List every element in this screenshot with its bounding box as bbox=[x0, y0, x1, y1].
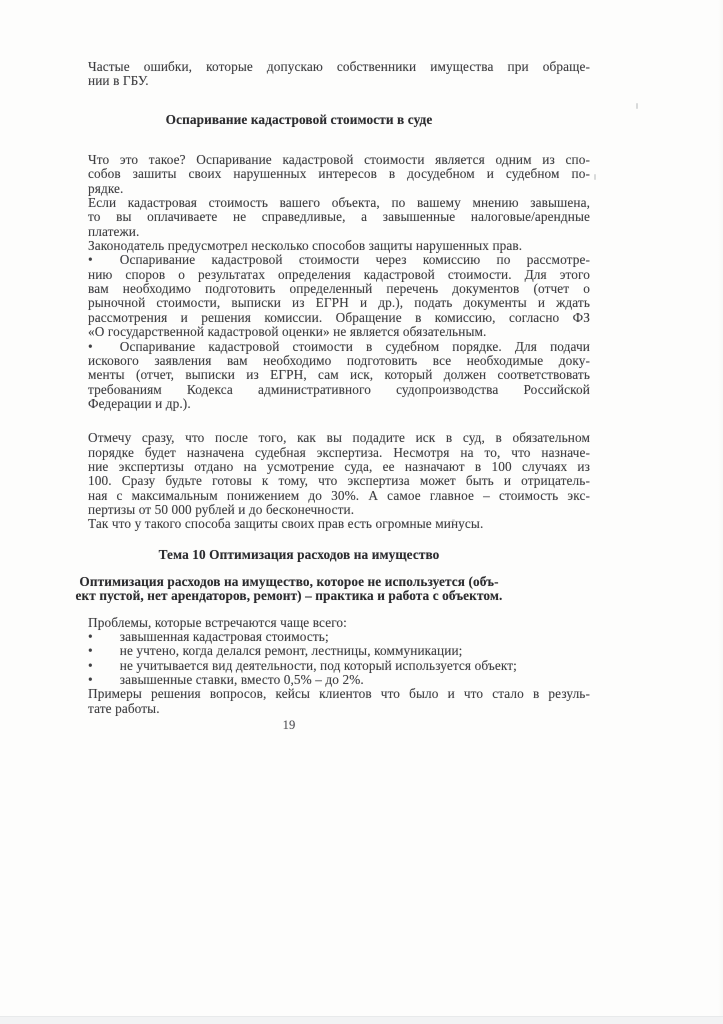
document-content bbox=[75, 59, 590, 733]
text-line: «О государственной кадастровой оценки» не является обязательным. bbox=[88, 324, 487, 340]
paragraph bbox=[88, 630, 590, 644]
section-heading: Оспаривание кадастровой стоимости в суде bbox=[165, 111, 433, 127]
text-line: ние экспертизы отдано на усмотрение суда, ее назначают в 100 случаях из bbox=[88, 458, 590, 474]
text-line: рядке. bbox=[88, 180, 124, 196]
text-line: Проблемы, которые встречаются чаще всего: bbox=[88, 614, 347, 630]
text-line: Федерации и др.). bbox=[88, 395, 191, 411]
paragraph bbox=[88, 687, 590, 716]
text-line: • не учитывается вид деятельности, под который используется объект; bbox=[88, 657, 517, 673]
paragraph bbox=[88, 659, 590, 673]
text-line: вам необходимо подготовить определенный перечень документов (отчет о bbox=[88, 281, 590, 297]
paragraph bbox=[88, 517, 590, 531]
spacer bbox=[88, 411, 590, 431]
paragraph bbox=[88, 196, 590, 239]
bold-subheading bbox=[75, 573, 590, 604]
paragraph bbox=[88, 431, 590, 517]
spacer bbox=[88, 127, 590, 153]
paragraph bbox=[88, 153, 590, 196]
paragraph bbox=[88, 616, 590, 630]
text-line: нии в ГБУ. bbox=[88, 73, 149, 89]
text-line: то вы оплачиваете не справедливые, а завышенные налоговые/арендные bbox=[88, 209, 590, 225]
text-line: пертизы от 50 000 рублей и до бесконечности. bbox=[88, 501, 355, 517]
text-line: рыночной стоимости, выписки из ЕГРН и др.), подать документы и ждать bbox=[88, 295, 590, 311]
paragraph bbox=[88, 60, 590, 89]
text-line: Если кадастровая стоимость вашего объекта, по вашему мнению завышена, bbox=[88, 195, 590, 211]
text-line: менты (отчет, выписки из ЕГРН, сам иск, который должен соответствовать bbox=[88, 367, 590, 383]
text-line: • Оспаривание кадастровой стоимости в судебном порядке. Для подачи bbox=[88, 338, 590, 354]
text-line: тате работы. bbox=[88, 700, 160, 716]
text-line: Что это такое? Оспаривание кадастровой стоимости является одним из спо- bbox=[88, 152, 590, 168]
text-line: платежи. bbox=[88, 223, 140, 239]
text-line: Примеры решения вопросов, кейсы клиентов что было и что стало в резуль- bbox=[88, 686, 590, 702]
scan-edge-shadow bbox=[718, 0, 723, 1024]
text-line: собов зашиты своих нарушенных интересов в досудебном и судебном по- bbox=[88, 166, 590, 182]
section-heading: Тема 10 Оптимизация расходов на имущество bbox=[158, 546, 440, 562]
text-line: Так что у такого способа защиты своих прав есть огромные минусы. bbox=[88, 516, 484, 532]
spacer bbox=[88, 89, 590, 113]
scan-speck bbox=[594, 174, 596, 180]
paragraph bbox=[88, 644, 590, 658]
page-number: 19 bbox=[282, 718, 296, 733]
text-line: ная с максимальным понижением до 30%. А самое главное – стоимость экс- bbox=[88, 487, 590, 503]
paragraph bbox=[88, 253, 590, 339]
text-line: искового заявления вам необходимо подготовить все необходимые доку- bbox=[88, 352, 590, 368]
text-line: • завышенные ставки, вместо 0,5% – до 2%. bbox=[88, 672, 364, 688]
text-line: требованиям Кодекса административного судопроизводства Российской bbox=[88, 381, 590, 397]
paragraph bbox=[88, 340, 590, 412]
text-line: • завышенная кадастровая стоимость; bbox=[88, 629, 329, 644]
text-line: • Оспаривание кадастровой стоимости через комиссию по рассмотре- bbox=[88, 252, 590, 268]
text-line: 100. Сразу будьте готовы к тому, что экспертиза может быть и отрицатель- bbox=[88, 473, 590, 489]
spacer bbox=[88, 532, 590, 548]
text-line: • не учтено, когда делался ремонт, лестницы, коммуникации; bbox=[88, 643, 463, 659]
text-line: Законодатель предусмотрел несколько способов защиты нарушенных прав. bbox=[88, 238, 523, 254]
text-line: Частые ошибки, которые допускаю собственники имущества при обраще- bbox=[88, 59, 590, 74]
text-line: нию споров о результатах определения кадастровой стоимости. Для этого bbox=[88, 266, 590, 282]
spacer bbox=[88, 604, 590, 616]
scan-edge-bottom bbox=[0, 1016, 723, 1024]
text-line: ект пустой, нет арендаторов, ремонт) – практика и работа с объектом. bbox=[75, 588, 503, 604]
paragraph bbox=[88, 673, 590, 687]
scan-speck bbox=[636, 103, 638, 109]
paragraph bbox=[88, 239, 590, 253]
text-line: порядке будет назначена судебная экспертиза. Несмотря на то, что назначе- bbox=[88, 444, 590, 460]
text-line: рассмотрения и решения комиссии. Обращение в комиссию, согласно ФЗ bbox=[88, 309, 590, 325]
text-line: Отмечу сразу, что после того, как вы подадите иск в суд, в обязательном bbox=[88, 430, 590, 446]
text-line: Оптимизация расходов на имущество, которое не используется (объ- bbox=[79, 573, 499, 589]
scan-speck bbox=[452, 519, 455, 522]
